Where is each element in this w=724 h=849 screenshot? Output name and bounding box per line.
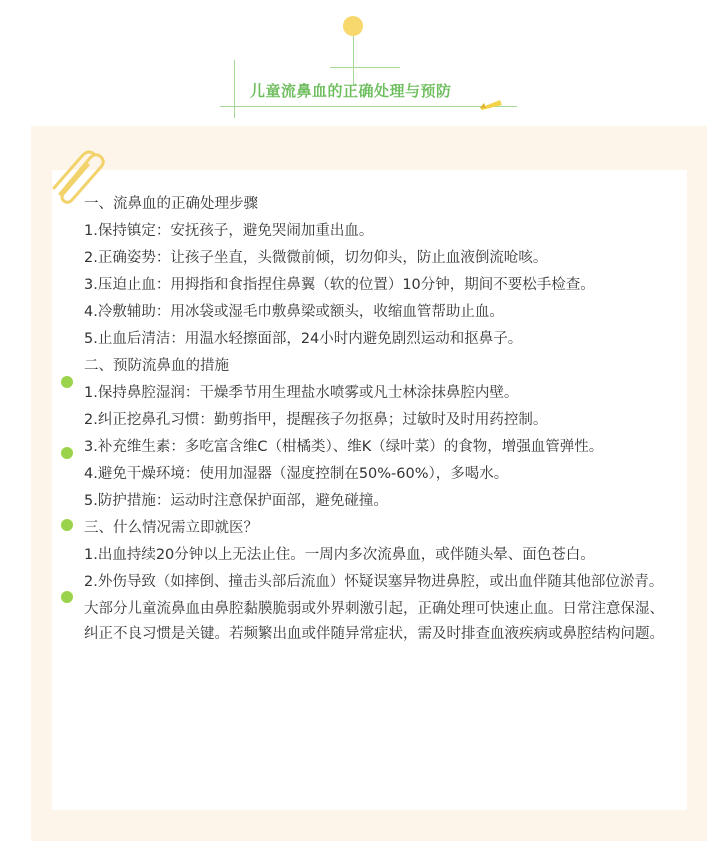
header-left-vertical-line	[234, 60, 235, 118]
list-item: 1.保持镇定：安抚孩子，避免哭闹加重出血。	[84, 223, 374, 239]
section-heading: 三、什么情况需立即就医？	[84, 520, 258, 536]
pencil-icon	[478, 96, 504, 110]
summary-paragraph: 大部分儿童流鼻血由鼻腔黏膜脆弱或外界刺激引起，正确处理可快速止血。日常注意保湿、纠正不良习惯是关键。若频繁出血或伴随异常症状，需及时排查血液疾病或鼻腔结构问题。	[84, 601, 664, 642]
header-short-line	[330, 67, 400, 68]
list-item: 1.保持鼻腔湿润：干燥季节用生理盐水喷雾或凡士林涂抹鼻腔内壁。	[84, 385, 519, 401]
list-item: 4.冷敷辅助：用冰袋或湿毛巾敷鼻梁或额头，收缩血管帮助止血。	[84, 304, 504, 320]
section-heading: 二、预防流鼻血的措施	[84, 358, 229, 374]
list-item: 4.避免干燥环境：使用加湿器（湿度控制在50%-60%），多喝水。	[84, 466, 509, 482]
bullet-dot-icon	[61, 591, 73, 603]
list-item: 2.纠正挖鼻孔习惯：勤剪指甲，提醒孩子勿抠鼻；过敏时及时用药控制。	[84, 412, 548, 428]
bullet-dot-icon	[61, 376, 73, 388]
list-item: 1.出血持续20分钟以上无法止住。一周内多次流鼻血，或伴随头晕、面色苍白。	[84, 547, 595, 563]
header-underline	[220, 106, 517, 107]
list-item: 5.止血后清洁：用温水轻擦面部，24小时内避免剧烈运动和抠鼻子。	[84, 331, 523, 347]
section-heading: 一、流鼻血的正确处理步骤	[84, 196, 258, 212]
page-title: 儿童流鼻血的正确处理与预防	[250, 82, 452, 100]
list-item: 5.防护措施：运动时注意保护面部，避免碰撞。	[84, 493, 388, 509]
header-vertical-line	[353, 36, 354, 86]
bullet-dot-icon	[61, 447, 73, 459]
list-item: 2.正确姿势：让孩子坐直，头微微前倾，切勿仰头，防止血液倒流呛咳。	[84, 250, 548, 266]
list-item: 2.外伤导致（如摔倒、撞击头部后流血）怀疑误塞异物进鼻腔，或出血伴随其他部位淤青。	[84, 574, 664, 590]
list-item: 3.补充维生素：多吃富含维C（柑橘类）、维K（绿叶菜）的食物，增强血管弹性。	[84, 439, 604, 455]
article-body	[84, 192, 678, 649]
bullet-dot-icon	[61, 519, 73, 531]
header-decoration	[0, 0, 724, 126]
sun-circle-decoration	[343, 16, 363, 36]
list-item: 3.压迫止血：用拇指和食指捏住鼻翼（软的位置）10分钟，期间不要松手检查。	[84, 277, 595, 293]
